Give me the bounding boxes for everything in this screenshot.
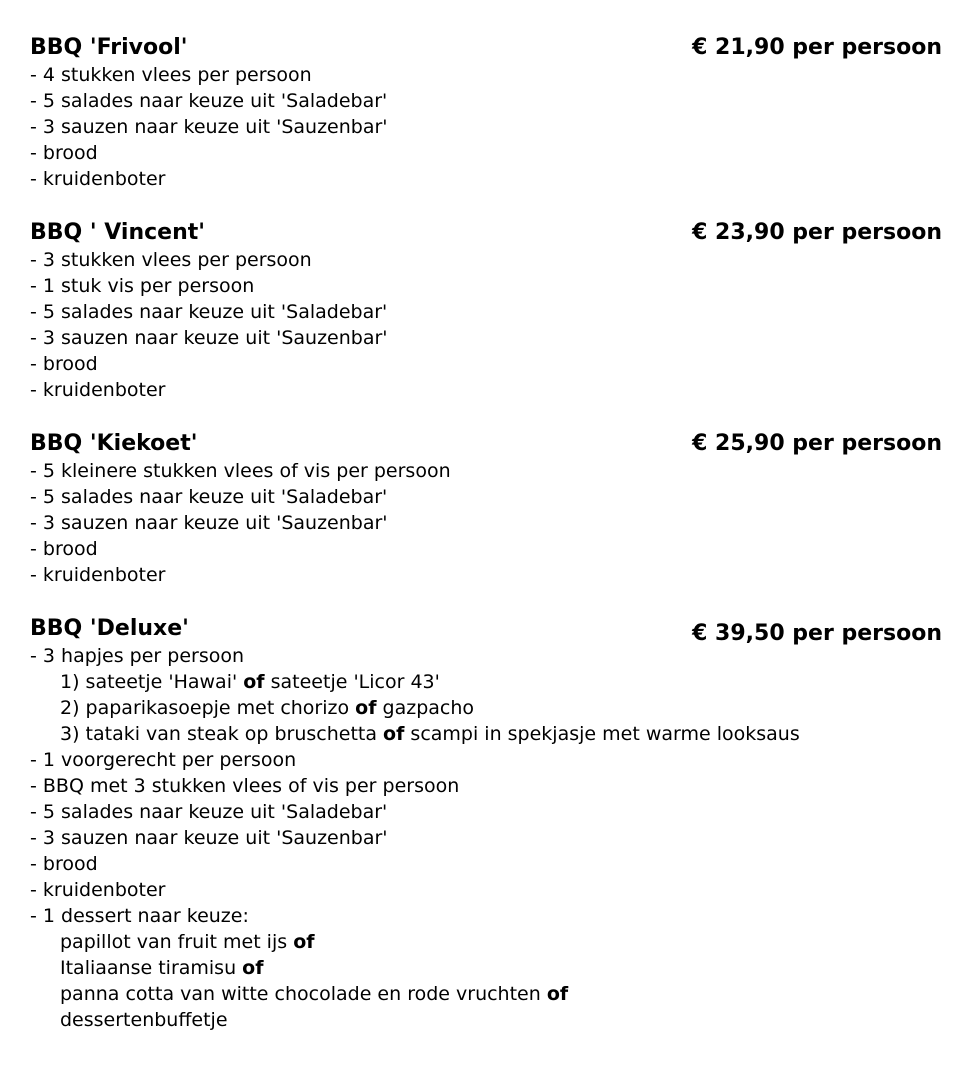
hapje-text: gazpacho: [376, 697, 475, 719]
list-item: - 5 salades naar keuze uit 'Saladebar': [30, 801, 388, 823]
package-header: [30, 430, 942, 458]
list-item: - 5 kleinere stukken vlees of vis per persoon: [30, 460, 451, 482]
hapje-item: [30, 669, 942, 695]
package-price: € 25,90 per persoon: [692, 431, 942, 456]
list-item: - brood: [30, 538, 98, 560]
package-frivool: [30, 34, 942, 192]
list-item: - 3 hapjes per persoon: [30, 645, 245, 667]
or-word: of: [293, 931, 315, 953]
package-title: BBQ ' Vincent': [30, 220, 206, 245]
list-item: - 4 stukken vlees per persoon: [30, 64, 312, 86]
list-item: - kruidenboter: [30, 879, 166, 901]
dessert-text: dessertenbuffetje: [60, 1009, 228, 1031]
package-items: [30, 643, 942, 1033]
list-item: - 1 dessert naar keuze:: [30, 905, 249, 927]
hapje-text: 1) sateetje 'Hawai': [60, 671, 244, 693]
list-item: - brood: [30, 853, 98, 875]
hapje-text: 3) tataki van steak op bruschetta: [60, 723, 384, 745]
or-word: of: [546, 983, 569, 1005]
package-header: [30, 615, 942, 646]
package-price: € 39,50 per persoon: [692, 621, 942, 646]
list-item: - 3 sauzen naar keuze uit 'Sauzenbar': [30, 327, 388, 349]
package-header: [30, 34, 942, 62]
list-item: - 3 sauzen naar keuze uit 'Sauzenbar': [30, 512, 388, 534]
dessert-item: [30, 1007, 942, 1033]
dessert-item: [30, 929, 942, 955]
or-word: of: [242, 957, 264, 979]
list-item: - kruidenboter: [30, 168, 166, 190]
package-price: € 21,90 per persoon: [692, 35, 942, 60]
hapje-text: 2) paparikasoepje met chorizo: [60, 697, 356, 719]
package-title: BBQ 'Kiekoet': [30, 431, 198, 456]
list-item: - 3 stukken vlees per persoon: [30, 249, 312, 271]
package-kiekoet: [30, 430, 942, 588]
dessert-text: panna cotta van witte chocolade en rode vruchten: [60, 983, 547, 1005]
hapje-text: scampi in spekjasje met warme looksaus: [404, 723, 800, 745]
hapje-item: [30, 721, 820, 747]
package-deluxe: [30, 615, 942, 1033]
hapje-text: sateetje 'Licor 43': [264, 671, 440, 693]
or-word: of: [355, 697, 377, 719]
list-item: - kruidenboter: [30, 379, 166, 401]
or-word: of: [243, 671, 265, 693]
list-item: - 1 stuk vis per persoon: [30, 275, 255, 297]
dessert-text: papillot van fruit met ijs: [60, 931, 294, 953]
package-vincent: [30, 219, 942, 403]
list-item: - brood: [30, 353, 98, 375]
list-item: - kruidenboter: [30, 564, 166, 586]
list-item: - BBQ met 3 stukken vlees of vis per persoon: [30, 775, 460, 797]
package-items: [30, 247, 942, 403]
list-item: - brood: [30, 142, 98, 164]
list-item: - 5 salades naar keuze uit 'Saladebar': [30, 486, 388, 508]
dessert-item: [30, 955, 942, 981]
package-title: BBQ 'Frivool': [30, 35, 188, 60]
bbq-menu: [30, 34, 942, 1033]
or-word: of: [383, 723, 405, 745]
dessert-text: Italiaanse tiramisu: [60, 957, 243, 979]
package-title: BBQ 'Deluxe': [30, 616, 189, 641]
list-item: - 3 sauzen naar keuze uit 'Sauzenbar': [30, 116, 388, 138]
list-item: - 5 salades naar keuze uit 'Saladebar': [30, 301, 388, 323]
package-price: € 23,90 per persoon: [692, 220, 942, 245]
list-item: - 3 sauzen naar keuze uit 'Sauzenbar': [30, 827, 388, 849]
list-item: - 1 voorgerecht per persoon: [30, 749, 297, 771]
package-header: [30, 219, 942, 247]
package-items: [30, 62, 942, 192]
package-items: [30, 458, 942, 588]
dessert-item: [30, 981, 942, 1007]
hapje-item: [30, 695, 942, 721]
list-item: - 5 salades naar keuze uit 'Saladebar': [30, 90, 388, 112]
